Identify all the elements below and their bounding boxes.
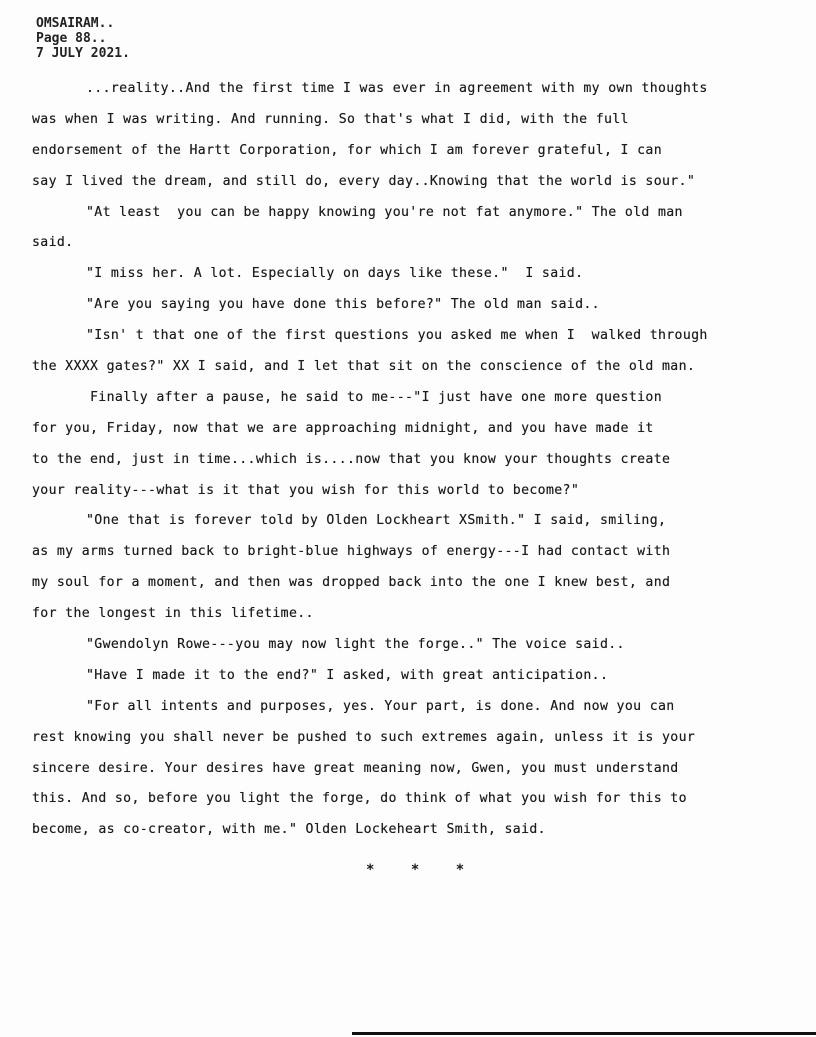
- text-line: my soul for a moment, and then was dropped back into the one I knew best, and: [32, 575, 671, 591]
- text-line: "One that is forever told by Olden Lockheart XSmith." I said, smiling,: [86, 513, 667, 529]
- text-line: as my arms turned back to bright-blue highways of energy---I had contact with: [32, 544, 671, 560]
- header-page-number: Page 88..: [36, 31, 107, 46]
- bottom-rule: [352, 1032, 816, 1035]
- text-line: "I miss her. A lot. Especially on days like these." I said.: [86, 266, 584, 282]
- text-line: "Isn' t that one of the first questions you asked me when I walked through: [86, 328, 708, 344]
- text-line: for you, Friday, now that we are approaching midnight, and you have made it: [32, 420, 654, 436]
- text-line: "Have I made it to the end?" I asked, with great anticipation..: [86, 667, 609, 683]
- text-line: to the end, just in time...which is....now that you know your thoughts create: [32, 451, 671, 467]
- text-line: for the longest in this lifetime..: [32, 606, 314, 622]
- header-dedication: OMSAIRAM..: [36, 16, 115, 31]
- text-line: "For all intents and purposes, yes. Your part, is done. And now you can: [86, 698, 675, 714]
- text-line: become, as co-creator, with me." Olden Lockeheart Smith, said.: [32, 822, 546, 838]
- text-line: say I lived the dream, and still do, every day..Knowing that the world is sour.": [32, 173, 696, 189]
- manuscript-body: [32, 74, 808, 846]
- text-line: "Gwendolyn Rowe---you may now light the forge.." The voice said..: [86, 637, 625, 653]
- header-date: 7 JULY 2021.: [36, 46, 130, 61]
- text-line: "Are you saying you have done this before?" The old man said..: [86, 297, 600, 313]
- text-line: endorsement of the Hartt Corporation, for which I am forever grateful, I can: [32, 142, 663, 158]
- text-line: "At least you can be happy knowing you're not fat anymore." The old man: [86, 204, 683, 220]
- page-header: [36, 16, 130, 61]
- text-line: rest knowing you shall never be pushed to such extremes again, unless it is your: [32, 729, 696, 745]
- text-line: your reality---what is it that you wish for this world to become?": [32, 482, 580, 498]
- section-separator: * * *: [366, 862, 479, 878]
- text-line: sincere desire. Your desires have great meaning now, Gwen, you must understand: [32, 760, 679, 776]
- text-line: said.: [32, 235, 74, 251]
- text-line: this. And so, before you light the forge, do think of what you wish for this to: [32, 791, 687, 807]
- text-line: the XXXX gates?" XX I said, and I let that sit on the conscience of the old man.: [32, 359, 696, 375]
- text-line: Finally after a pause, he said to me---"I just have one more question: [90, 389, 662, 405]
- text-line: ...reality..And the first time I was ever in agreement with my own thoughts: [86, 81, 708, 96]
- text-line: was when I was writing. And running. So that's what I did, with the full: [32, 111, 629, 127]
